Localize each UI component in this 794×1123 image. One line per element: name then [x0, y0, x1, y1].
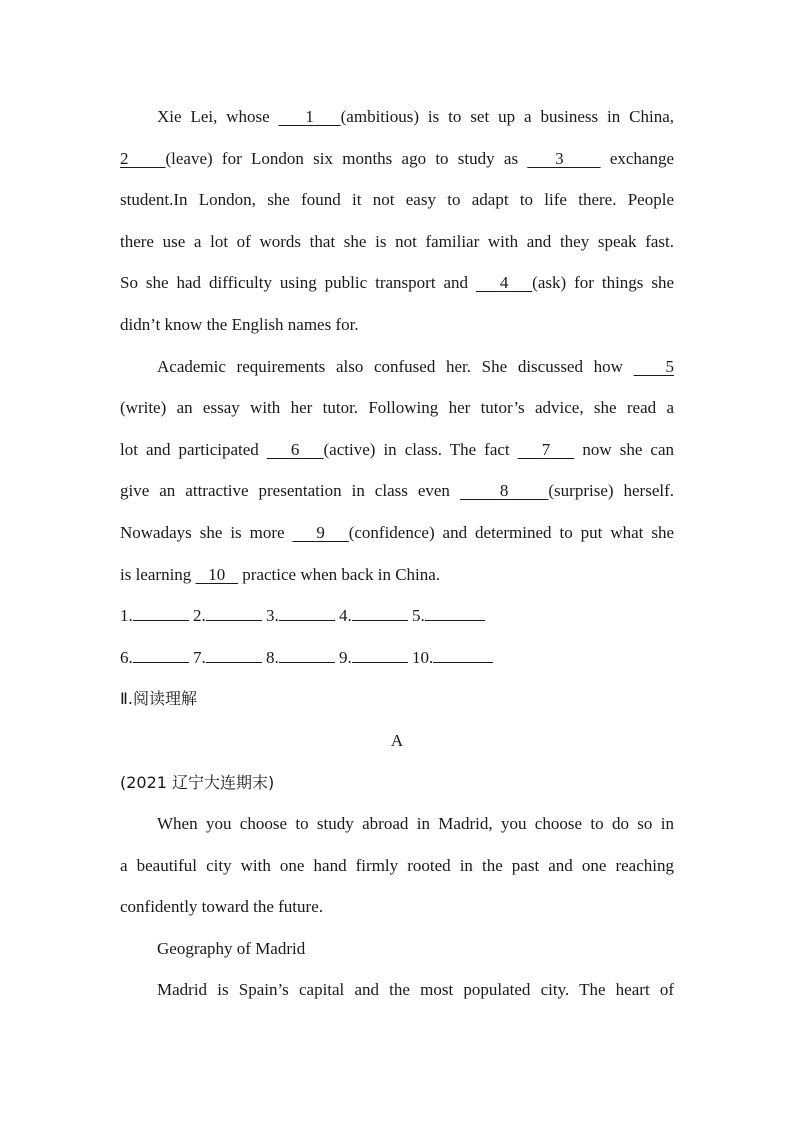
text-segment: give an attractive presentation in class even — [120, 481, 460, 501]
answer-label: 10. — [412, 647, 434, 667]
section-heading: Ⅱ.阅读理解 — [120, 689, 197, 709]
blank-6[interactable]: 6 — [290, 439, 300, 459]
text-segment: lot and participated — [120, 439, 267, 459]
blank-5[interactable]: 5 — [665, 356, 675, 376]
answer-label: 7. — [193, 647, 206, 667]
blank-10[interactable]: 10 — [208, 564, 226, 584]
text-segment: Academic requirements also confused her. She discussed how — [157, 356, 634, 376]
text-segment: Xie Lei, whose — [157, 107, 279, 126]
text-segment: exchange — [600, 148, 674, 168]
passage-line — [120, 138, 674, 180]
blank-3[interactable]: 3 — [555, 148, 564, 168]
text-segment: there use a lot of words that she is not familiar with and they speak fast. — [120, 231, 674, 251]
passage-line — [120, 221, 674, 263]
answer-label: 4. — [339, 606, 352, 626]
answer-label: 9. — [339, 647, 352, 667]
answer-label: 2. — [193, 606, 206, 626]
text-segment: (surprise) herself. — [548, 481, 675, 501]
passage-line: Madrid is Spain’s capital and the most populated city. The heart of — [157, 980, 674, 1000]
document-page — [120, 96, 674, 1011]
answer-line[interactable] — [433, 648, 493, 663]
passage-line — [120, 96, 674, 138]
answer-line[interactable] — [206, 648, 262, 663]
passage-line: When you choose to study abroad in Madrid, you choose to do so in — [157, 814, 674, 834]
answer-label: 8. — [266, 647, 279, 667]
text-segment: So she had difficulty using public transport and — [120, 273, 476, 293]
passage-line — [120, 346, 674, 388]
part-label: A — [390, 730, 404, 750]
answer-line[interactable] — [133, 648, 189, 663]
answer-label: 6. — [120, 647, 133, 667]
passage-line — [120, 554, 674, 596]
answer-line[interactable] — [279, 606, 335, 621]
blank-4[interactable]: 4 — [499, 273, 509, 293]
passage-line: confidently toward the future. — [120, 897, 323, 917]
text-segment: (ambitious) is to set up a business in China, — [340, 107, 675, 126]
answer-line[interactable] — [425, 606, 485, 621]
answer-row-2 — [120, 637, 674, 679]
passage-line: a beautiful city with one hand firmly rooted in the past and one reaching — [120, 855, 674, 875]
passage-line — [120, 512, 674, 554]
blank-9[interactable]: 9 — [316, 522, 325, 542]
text-segment: is learning — [120, 564, 196, 584]
text-segment: (ask) for things she — [532, 273, 675, 293]
blank-7[interactable]: 7 — [541, 439, 551, 459]
subheading: Geography of Madrid — [157, 938, 306, 958]
answer-line[interactable] — [279, 648, 335, 663]
answer-line[interactable] — [352, 648, 408, 663]
answer-label: 5. — [412, 606, 425, 626]
answer-row-1 — [120, 595, 674, 637]
text-segment: (active) in class. The fact — [323, 439, 518, 459]
text-segment: (leave) for London six months ago to study as — [165, 148, 528, 168]
passage-line — [120, 429, 674, 471]
source-note: (2021 辽宁大连期末) — [120, 772, 275, 792]
text-segment: (confidence) and determined to put what she — [348, 522, 674, 542]
text-segment: student.In London, she found it not easy to adapt to life there. People — [120, 190, 674, 210]
answer-label: 3. — [266, 606, 279, 626]
text-segment: didn’t know the English names for. — [120, 314, 359, 334]
passage-line — [120, 179, 674, 221]
answer-label: 1. — [120, 606, 133, 626]
text-segment: now she can — [574, 439, 675, 459]
blank-8[interactable]: 8 — [499, 481, 509, 501]
answer-line[interactable] — [133, 606, 189, 621]
answer-line[interactable] — [206, 606, 262, 621]
text-segment: (write) an essay with her tutor. Following her tutor’s advice, she read a — [120, 398, 674, 418]
passage-line — [120, 262, 674, 304]
blank-1[interactable]: 1 — [305, 107, 314, 126]
answer-line[interactable] — [352, 606, 408, 621]
blank-2[interactable]: 2 — [120, 148, 129, 168]
passage-line — [120, 470, 674, 512]
text-segment: practice when back in China. — [238, 564, 441, 584]
passage-line — [120, 387, 674, 429]
text-segment: Nowadays she is more — [120, 522, 293, 542]
passage-line — [120, 304, 674, 346]
